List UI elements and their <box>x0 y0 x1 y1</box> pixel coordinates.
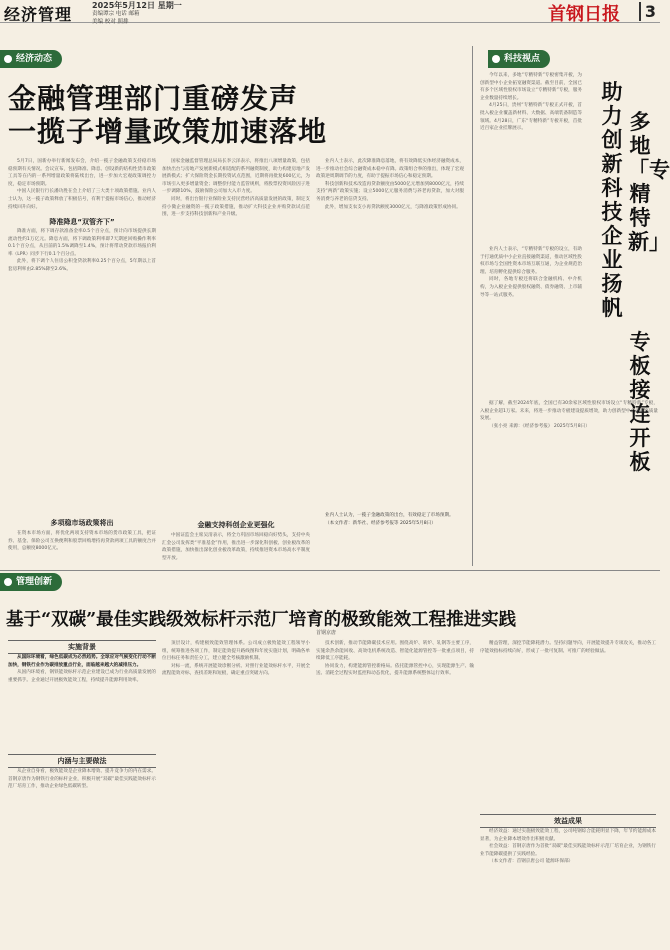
meta-line-2: 美编 校对 照排 <box>92 19 129 25</box>
column-divider <box>472 46 473 566</box>
section-title: 经济管理 <box>4 5 73 24</box>
article3-source: （本文作者：首钢京唐公司 能源环保部） <box>489 859 574 865</box>
paragraph: 协同发力，构建能源管控新格局。依托能源管控中心，实现能源生产、输送、消耗全过程实时监控和动态优化，提升能源系统整体运行效率。 <box>316 663 474 677</box>
paragraph: 此外，将下调个人住房公积金贷款利率0.25个百分点，5年期以上首套房利率由2.85%降至2.6%。 <box>8 259 156 272</box>
tag-label: 经济动态 <box>16 54 53 64</box>
newspaper-logo: 首钢日报 <box>548 4 620 25</box>
paragraph: 对标一流，系统开展能效诊断分析。对照行业能效标杆水平，开展全流程能效对标，查找差距和短板，确定重点突破方向。 <box>162 663 310 677</box>
tag-label: 科技视点 <box>504 54 541 64</box>
article1-col1c <box>8 530 156 566</box>
paragraph: 业内人士认为，一揽子金融政策的出台，有效稳定了市场预期。 <box>325 513 454 518</box>
article3-col3 <box>316 640 474 946</box>
article3-subhead-background: 实施背景 <box>8 640 156 654</box>
article2-source: （张小亮 来源：《经济参考报》 2025年5月8日） <box>489 423 590 429</box>
article2-title-col2: 助力创新科技企业扬帆 <box>601 79 623 320</box>
article2-title-col2b: 专板接连开板 <box>629 329 651 474</box>
article3-col4b <box>480 828 656 946</box>
section-divider <box>0 570 660 571</box>
paragraph: 在资本市场方面，将优化两项支持资本市场的货币政策工具，把证券、基金、保险公司互换便利和股票回购增持再贷款两项工具的额度合并使用，总额度8000亿元。 <box>8 531 156 552</box>
tag-label: 管理创新 <box>16 577 53 587</box>
paragraph: 今年以来，多地“专精特新”专板密集开板，为创新型中小企业拓宽融资渠道。截至目前，全国已有多个区域性股权市场设立“专精特新”专板，服务企业数量持续增长。 <box>480 73 582 101</box>
article2-col2 <box>480 246 582 396</box>
issue-date: 2025年5月12日 星期一 <box>92 1 182 10</box>
paragraph: 社会效益：首钢京唐作为首批“双碳”最佳实践能效标杆示范厂培育企业，为钢铁行业节能降碳提供了实践经验。 <box>480 844 656 857</box>
paragraph: 精益管理，深挖节能降耗潜力。坚持问题导向，开展能效提升专项攻关，推动各工序能效指标持续向好，形成了一批可复制、可推广的经验做法。 <box>480 641 656 654</box>
article1-subhead-1: 降准降息“双管齐下” <box>49 218 115 226</box>
headline-line-2: 一揽子增量政策加速落地 <box>8 115 328 148</box>
tag-dot-icon <box>4 578 12 586</box>
paragraph: 降准方面，将下调存款准备金率0.5个百分点，预计向市场提供长期流动性约1万亿元。降息方面，将下调政策利率即7天期逆回购操作利率0.1个百分点，从目前的1.5%调降至1.4%，预计将带动贷款市场报价利率（LPR）同步下行0.1个百分点。 <box>8 229 156 257</box>
paragraph: 从企业自身看，极致能效是企业降本增效、提升竞争力的内在需求。首钢京唐作为钢铁行业的标杆企业，积极开展“双碳”最佳实践能效标杆示范厂培育工作，推动企业绿色低碳转型。 <box>8 769 156 790</box>
page-number: 3 <box>639 2 656 21</box>
article3-byline: 首钢京唐 <box>316 630 337 636</box>
page-header <box>0 0 660 23</box>
article3-col1b <box>8 768 156 946</box>
header-meta <box>92 2 362 26</box>
paragraph: 同时，各地专板还将联合金融机构、中介机构，为入板企业提供股权融资、债券融资、上市辅导等一站式服务。 <box>480 277 582 298</box>
paragraph: 顶层设计，构建极致能效管理体系。公司成立极致能效工程领导小组，统筹推进各项工作，制定能效提升路线图和年度实施计划，明确各单位目标任务和责任分工，建立健全考核激励机制。 <box>162 641 310 662</box>
article1-subhead-3: 金融支持科创企业更强化 <box>197 521 275 529</box>
tag-dot-icon <box>4 55 12 63</box>
article1-col2 <box>162 158 310 516</box>
paragraph: 据了解，截至2024年底，全国已有30余家区域性股权市场设立“专精特新”专板，入板企业超1万家。未来，将进一步推动专板建设提质增效，助力创新型中小企业高质量发展。 <box>480 401 658 422</box>
article2-col1 <box>480 72 582 240</box>
article2-title-col1: 多地「专精特新」 <box>628 109 670 254</box>
article1-headline <box>8 82 468 148</box>
article1-col1 <box>8 158 156 212</box>
tag-dot-icon <box>492 55 500 63</box>
tag-management <box>0 573 62 591</box>
paragraph: 从国内环境看，钢铁能效标杆示范企业建设已成为行业高质量发展的重要抓手。企业通过开展极致能效工程，持续提升能源利用效率。 <box>8 670 156 683</box>
article3-col1 <box>8 654 156 750</box>
article1-col1b <box>8 228 156 504</box>
tag-economy-news <box>0 50 62 68</box>
article3-headline: 基于“双碳”最佳实践级效标杆示范厂培育的极致能效工程推进实践 <box>6 610 517 630</box>
paragraph: 此外，增加支农支小再贷款额度3000亿元，与降准政策形成协同。 <box>325 204 461 210</box>
paragraph: 业内人士表示，此次降准降息落地，将有效降低实体经济融资成本，进一步推动社会综合融资成本稳中有降。政策组合拳的推出，体现了宏观政策逆周期调节的力度，有助于提振市场信心和稳定预期。 <box>316 159 464 180</box>
paragraph: 中国证监会主席吴清表示，将全力巩固市场回稳向好势头，支持中央汇金公司发挥类“平准基金”作用，推出进一步深化科创板、创业板改革的政策措施，加快推出深化创业板改革政策，持续推进资本市场高水平制度型开放。 <box>162 533 310 561</box>
paragraph: 科技创新和技术改造再贷款额度由5000亿元增加到8000亿元，持续支持“两新”政策实施；设立5000亿元服务消费与养老再贷款，加大对服务消费与养老的信贷支持。 <box>316 181 464 202</box>
paragraph: 同时，将出台银行业保险业支持民营经济高质量发展的政策，制定支持小微企业融资的一揽子政策措施，推动扩大科技企业并购贷款试点范围，进一步支持科技创新和产业升级。 <box>162 196 310 218</box>
tag-tech-view <box>488 50 550 68</box>
article3-subhead-method: 内涵与主要做法 <box>8 754 156 768</box>
meta-line-1: 责编谭宗 电话 邮箱 <box>92 11 140 17</box>
paragraph: 技术创新，推动节能降碳技术应用。围绕高炉、转炉、轧钢等主要工序，实施余热余能回收、高效电机系统改造、智能化能源管控等一批重点项目，持续降低工序能耗。 <box>316 641 474 662</box>
paragraph: 4月25日，贵州“专精特新”专板正式开板，首批入板企业覆盖新材料、大数据、高端装备制造等领域。4月28日，广东“专精特新”专板开板，首批近百家企业挂牌展示。 <box>480 103 582 132</box>
article3-col2 <box>162 640 310 946</box>
article2-col3 <box>480 400 658 564</box>
headline-line-1: 金融管理部门重磅发声 <box>8 82 299 115</box>
paragraph: 经济效益：通过实施极致能效工程，公司吨钢综合能耗明显下降，年节约能源成本显著，为企业降本增效作出积极贡献。 <box>480 829 656 842</box>
paragraph: 5月7日，国新办举行新闻发布会，介绍一揽子金融政策支持稳市场稳预期有关情况。会议宣布，包括降准、降息、创设新的结构性货币政策工具等在内的一系列增量政策将陆续出台，进一步加大宏观政策调控力度，稳定市场预期。 <box>8 159 156 187</box>
article1-col2b <box>162 532 310 566</box>
article1-subhead-2: 多项稳市场政策将出 <box>50 519 114 527</box>
article3-subhead-results: 效益成果 <box>480 814 656 828</box>
paragraph: 业内人士表示，“专精特新”专板的设立，有助于打通优质中小企业直接融资渠道，推动区域性股权市场与全国性资本市场互联互通，为企业规范治理、培育孵化提供综合服务。 <box>480 247 582 275</box>
paragraph: 从国际环境看，绿色低碳成为必然趋势。全球应对气候变化行动不断加快，钢铁行业作为碳排放重点行业，面临越来越大的减排压力。 <box>8 655 156 668</box>
article3-col4a <box>480 640 656 810</box>
article1-source: （本文作者：新华社、经济参考报等 2025年5月8日） <box>325 520 436 526</box>
paragraph: 国家金融监督管理总局局长李云泽表示，将推出八项增量政策，包括加快出台与房地产发展新模式相适配的系列融资制度，助力构建房地产发展新模式；扩大保险资金长期投资试点范围，近期将再批复600亿元，为市场引入更多增量资金；调整偿付能力监管规则，将股票投资风险因子进一步调降10%，鼓励保险公司加大入市力度。 <box>162 159 310 195</box>
article1-col3 <box>316 158 464 508</box>
paragraph: 中国人民银行行长潘功胜在会上介绍了三大类十项政策措施。业内人士认为，这一揽子政策释放了积极信号，有利于提振市场信心，推动经济持续回升向好。 <box>8 189 156 210</box>
article1-col3b <box>316 512 464 564</box>
